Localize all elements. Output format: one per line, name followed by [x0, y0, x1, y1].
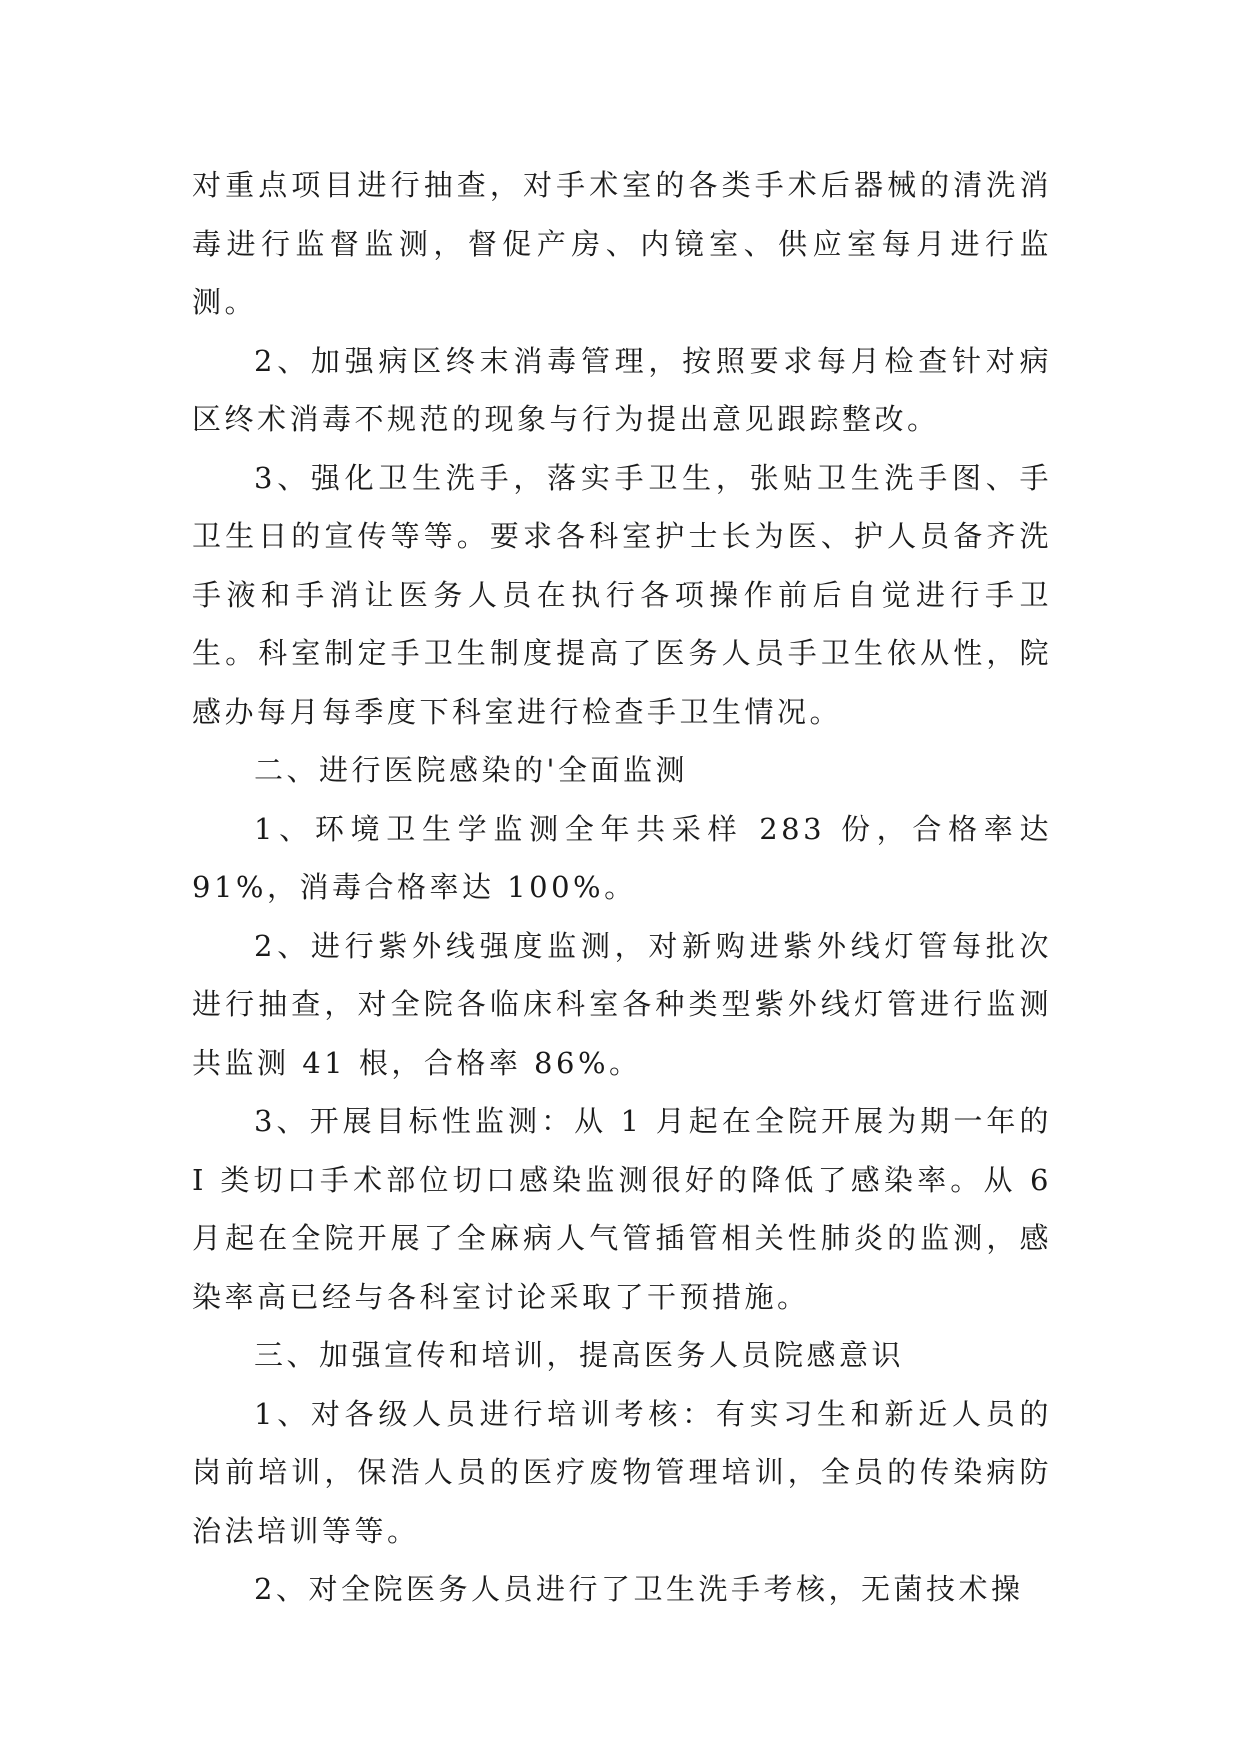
paragraph-terminal-disinfection: 2、加强病区终末消毒管理，按照要求每月检查针对病区终术消毒不规范的现象与行为提出意见跟踪整改。 [192, 343, 1052, 436]
paragraph-staff-training: 1、对各级人员进行培训考核：有实习生和新近人员的岗前培训，保浩人员的医疗废物管理培训，全员的传染病防治法培训等等。 [192, 1396, 1052, 1548]
section-heading-monitoring: 二、进行医院感染的'全面监测 [254, 753, 688, 787]
paragraph-continuation: 对重点项目进行抽查，对手术室的各类手术后器械的清洗消毒进行监督监测，督促产房、内镜室、供应室每月进行监测。 [192, 168, 1052, 319]
document-body [192, 156, 1052, 1619]
paragraph-targeted-monitoring: 3、开展目标性监测：从 1 月起在全院开展为期一年的 I 类切口手术部位切口感染监测很好的降低了感染率。从 6 月起在全院开展了全麻病人气管插管相关性肺炎的监测，感染率高已经与各科室讨论采取了干预措施。 [192, 1104, 1052, 1314]
paragraph-uv-monitoring: 2、进行紫外线强度监测，对新购进紫外线灯管每批次进行抽查，对全院各临床科室各种类型紫外线灯管进行监测共监测 41 根，合格率 86%。 [192, 928, 1052, 1080]
paragraph-environment-sampling: 1、环境卫生学监测全年共采样 283 份，合格率达 91%，消毒合格率达 100%。 [192, 811, 1052, 904]
paragraph-handwashing-assessment: 2、对全院医务人员进行了卫生洗手考核，无菌技术操 [254, 1572, 1024, 1606]
section-heading-training: 三、加强宣传和培训，提高医务人员院感意识 [254, 1338, 905, 1372]
paragraph-hand-hygiene: 3、强化卫生洗手，落实手卫生，张贴卫生洗手图、手卫生日的宣传等等。要求各科室护士长为医、护人员备齐洗手液和手消让医务人员在执行各项操作前后自觉进行手卫生。科室制定手卫生制度提高了医务人员手卫生依从性，院感办每月每季度下科室进行检查手卫生情况。 [192, 460, 1052, 729]
